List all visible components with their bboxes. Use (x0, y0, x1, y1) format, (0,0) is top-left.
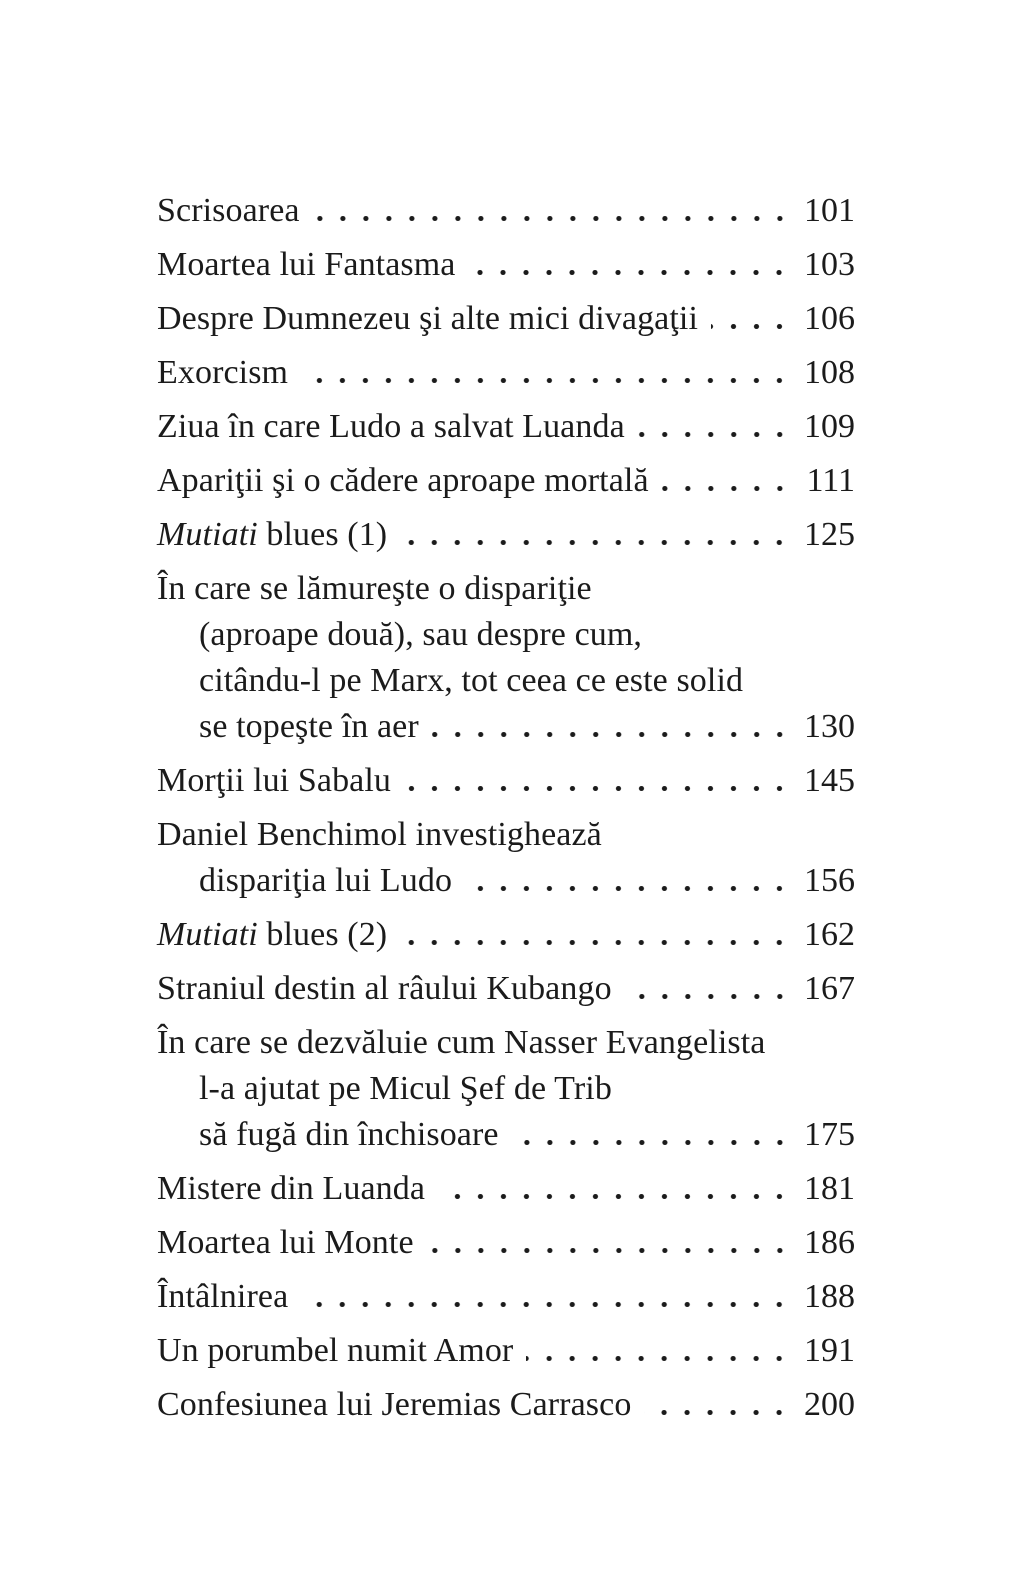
dot-leader (711, 324, 791, 329)
toc-entry (157, 350, 855, 396)
toc-entry-title: se topeşte în aer (199, 708, 419, 745)
toc-entry-line (157, 1020, 855, 1066)
toc-entry-line (157, 296, 855, 342)
toc-entry-line (157, 1274, 855, 1320)
page-number: 175 (804, 1116, 855, 1153)
page-number: 145 (804, 762, 855, 799)
page-number: 101 (804, 192, 855, 229)
toc-entry-title: l-a ajutat pe Micul Şef de Trib (199, 1070, 612, 1107)
toc-entry (157, 912, 855, 958)
toc-entry-title: Straniul destin al râului Kubango (157, 970, 612, 1007)
dot-leader (400, 540, 791, 545)
toc-entry-line (157, 704, 855, 750)
toc-entry (157, 758, 855, 804)
toc-entry (157, 1328, 855, 1374)
dot-leader (512, 1140, 791, 1145)
dot-leader (625, 994, 791, 999)
toc-entry-line (157, 966, 855, 1012)
toc-entry-title: Mistere din Luanda (157, 1170, 426, 1207)
toc-entry-title: În care se dezvăluie cum Nasser Evangelista (157, 1024, 766, 1061)
dot-leader (313, 216, 791, 221)
toc-entry-title: Exorcism (157, 354, 289, 391)
toc-entry-title: În care se lămureşte o dispariţie (157, 570, 592, 607)
toc-entry (157, 404, 855, 450)
toc-entry-line (157, 512, 855, 558)
page-number: 188 (804, 1278, 855, 1315)
page-number: 108 (804, 354, 855, 391)
toc-entry-title: Daniel Benchimol investighează (157, 816, 602, 853)
dot-leader (432, 732, 791, 737)
page-number: 111 (806, 462, 855, 499)
toc-entry-line (157, 858, 855, 904)
dot-leader (468, 270, 791, 275)
toc-entry-title: (aproape două), sau despre cum, (199, 616, 643, 653)
toc-entry-line (157, 758, 855, 804)
toc-entries (157, 188, 855, 1428)
toc-entry-title: Confesiunea lui Jeremias Carrasco (157, 1386, 632, 1423)
toc-entry-title: citându-l pe Marx, tot ceea ce este solid (199, 662, 744, 699)
toc-entry-line (157, 912, 855, 958)
dot-leader (427, 1248, 791, 1253)
dot-leader (638, 432, 791, 437)
toc-entry-title: Moartea lui Monte (157, 1224, 414, 1261)
toc-entry-line (157, 1066, 855, 1112)
dot-leader (400, 940, 791, 945)
toc-entry-line (157, 1382, 855, 1428)
toc-entry-title: Scrisoarea (157, 192, 300, 229)
toc-entry-line (157, 350, 855, 396)
page-number: 130 (804, 708, 855, 745)
page-number: 186 (804, 1224, 855, 1261)
page-number: 103 (804, 246, 855, 283)
page-number: 156 (804, 862, 855, 899)
dot-leader (526, 1356, 791, 1361)
toc-entry-title: Mutiati blues (2) (157, 916, 388, 953)
toc-entry (157, 242, 855, 288)
toc-entry-title: Un porumbel numit Amor (157, 1332, 514, 1369)
toc-entry-line (157, 812, 855, 858)
toc-entry-line (157, 188, 855, 234)
toc-entry (157, 1274, 855, 1320)
toc-entry-line (157, 242, 855, 288)
toc-entry-title: Mutiati blues (1) (157, 516, 388, 553)
toc-entry-title: Moartea lui Fantasma (157, 246, 456, 283)
toc-entry-title: Întâlnirea (157, 1278, 289, 1315)
page-number: 181 (804, 1170, 855, 1207)
dot-leader (465, 886, 791, 891)
toc-entry-line (157, 566, 855, 612)
toc-entry-title: Despre Dumnezeu şi alte mici divagaţii (157, 300, 699, 337)
page-number: 109 (804, 408, 855, 445)
dot-leader (662, 486, 791, 491)
toc-entry (157, 458, 855, 504)
toc-entry-line (157, 658, 855, 704)
toc-entry (157, 1382, 855, 1428)
page-number: 200 (804, 1386, 855, 1423)
page-number: 191 (804, 1332, 855, 1369)
toc-entry (157, 188, 855, 234)
toc-entry (157, 296, 855, 342)
toc-entry (157, 966, 855, 1012)
page-number: 125 (804, 516, 855, 553)
dot-leader (438, 1194, 791, 1199)
toc-entry-title: Apariţii şi o cădere aproape mortală (157, 462, 649, 499)
toc-entry-line (157, 1166, 855, 1212)
dot-leader (301, 1302, 791, 1307)
toc-entry (157, 512, 855, 558)
toc-entry-title: Morţii lui Sabalu (157, 762, 392, 799)
toc-entry-line (157, 612, 855, 658)
toc-entry-line (157, 1112, 855, 1158)
dot-leader (404, 786, 791, 791)
page-number: 167 (804, 970, 855, 1007)
dot-leader (301, 378, 791, 383)
toc-entry (157, 1166, 855, 1212)
toc-entry-line (157, 458, 855, 504)
toc-entry-line (157, 1328, 855, 1374)
toc-entry (157, 566, 855, 750)
toc-entry-title: dispariţia lui Ludo (199, 862, 453, 899)
toc-entry (157, 1220, 855, 1266)
toc-entry-title: să fugă din închisoare (199, 1116, 499, 1153)
page-number: 162 (804, 916, 855, 953)
toc-entry-line (157, 1220, 855, 1266)
toc-entry-title: Ziua în care Ludo a salvat Luanda (157, 408, 625, 445)
toc-entry-line (157, 404, 855, 450)
page-number: 106 (804, 300, 855, 337)
toc-entry (157, 1020, 855, 1158)
dot-leader (644, 1410, 791, 1415)
toc-entry (157, 812, 855, 904)
